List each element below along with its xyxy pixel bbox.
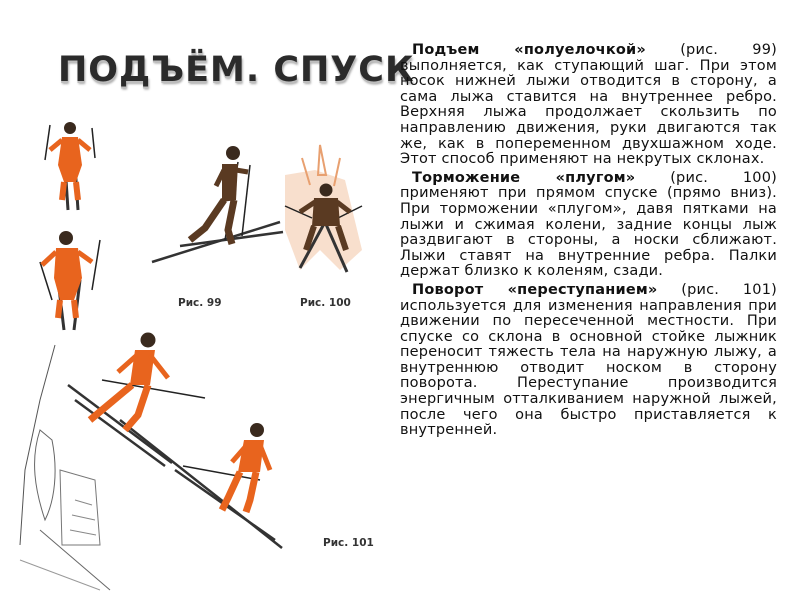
term-snowplough: Торможение «плугом» — [412, 169, 636, 186]
paragraph-snowplough — [400, 171, 777, 280]
fig101-illustration — [20, 333, 282, 591]
fig99-caption: Рис. 99 — [178, 297, 222, 309]
fig100-caption: Рис. 100 — [300, 297, 351, 309]
paragraph-text: (рис. 99) выполняется, как ступающий шаг. При этом носок нижней лыжи отводится в сторону, а сама лыжа ставится на внутреннее ребро. Верхняя лыжа продолжает скользить по направлению движения, руки двигаются так же, как в попеременном двухшажном ходе. Этот способ применяют на некрутых склонах. — [400, 42, 777, 168]
body-text — [400, 43, 777, 442]
paragraph-half-herringbone — [400, 43, 777, 168]
skier-front-top-illustration — [45, 122, 95, 210]
fig99-illustration — [152, 146, 283, 262]
fig101-caption: Рис. 101 — [323, 537, 374, 549]
fig100-illustration — [285, 145, 362, 272]
paragraph-step-turn — [400, 283, 777, 439]
paragraph-text: (рис. 100) применяют при прямом спуске (прямо вниз). При торможении «плугом», давя пятками на лыжи и сжимая колени, задние концы лыж раздвигают в стороны, а носки сближают. Лыжи ставят на внутренние ребра. Палки держат близко к коленям, сзади. — [400, 169, 777, 280]
term-step-turn: Поворот «переступанием» — [412, 281, 658, 298]
paragraph-text: (рис. 101) используется для изменения направления при движении по пересеченной местности. При спуске со склона в основной стойке лыжник переносит тяжесть тела на наружную лыжу, а внутреннюю отводит носком в сторону поворота. Переступание производится энергичным отталкиванием наружной лыжей, после чего она быстро приставляется к внутренней. — [400, 281, 778, 439]
skier-front-bottom-illustration — [40, 231, 100, 330]
term-half-herringbone: Подъем «полуелочкой» — [412, 42, 646, 58]
page-title: ПОДЪЁМ. СПУСК — [58, 50, 415, 90]
